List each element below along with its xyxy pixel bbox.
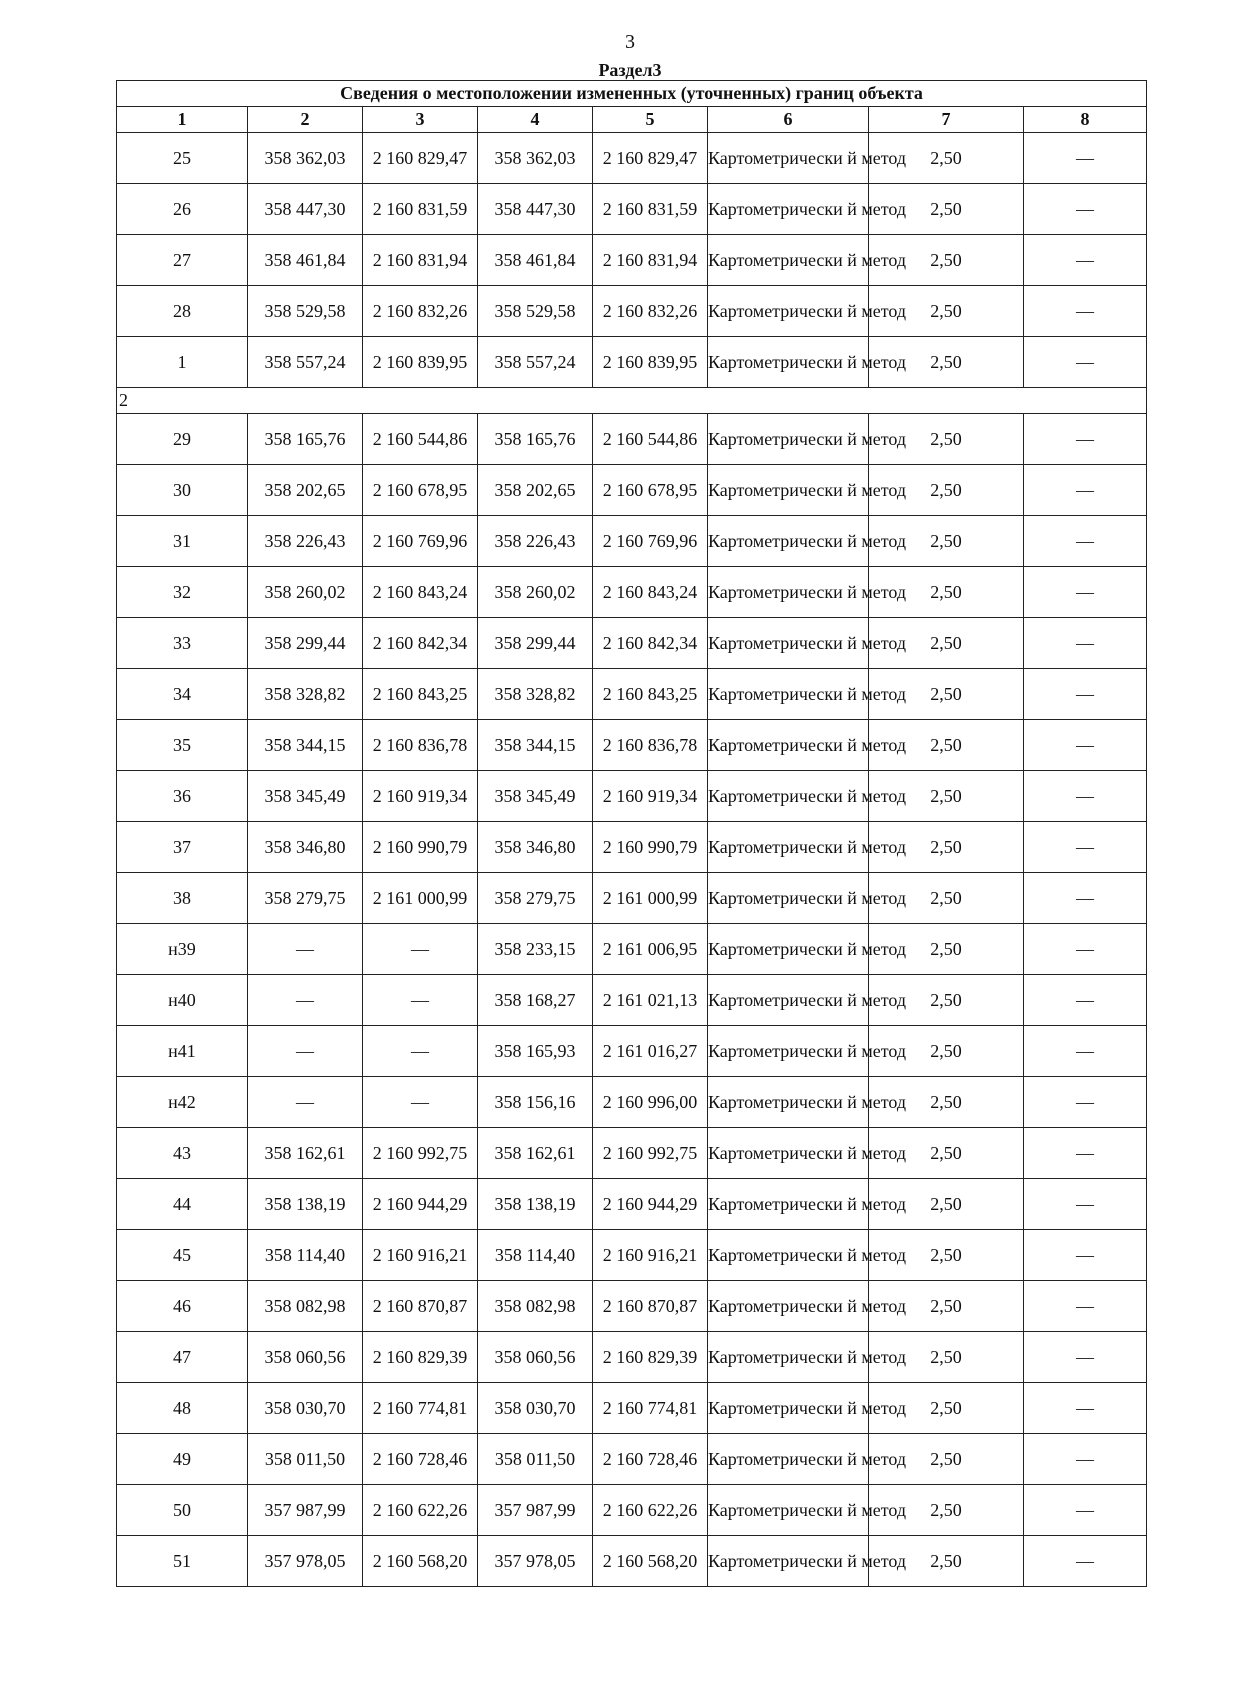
cell-point-number: 32 [117,567,248,618]
cell-old-x: 358 060,56 [248,1332,363,1383]
cell-point-number: 37 [117,822,248,873]
cell-new-x: 358 362,03 [478,133,593,184]
page-number: 3 [625,31,635,53]
cell-accuracy: 2,50 [869,235,1024,286]
cell-new-y: 2 161 006,95 [593,924,708,975]
cell-description: — [1024,822,1147,873]
table-row [117,1536,1147,1587]
section-title: Раздел3 [598,60,662,80]
cell-new-y: 2 160 678,95 [593,465,708,516]
cell-old-x: 358 346,80 [248,822,363,873]
table-row [117,235,1147,286]
cell-new-x: 358 529,58 [478,286,593,337]
cell-new-x: 357 978,05 [478,1536,593,1587]
table-row [117,618,1147,669]
table-row [117,873,1147,924]
contour-label: 2 [117,388,1147,414]
cell-point-number: н39 [117,924,248,975]
cell-new-x: 358 162,61 [478,1128,593,1179]
table-row [117,465,1147,516]
cell-method: Картометрически й метод [708,1383,869,1434]
cell-method: Картометрически й метод [708,286,869,337]
cell-new-y: 2 160 996,00 [593,1077,708,1128]
cell-description: — [1024,669,1147,720]
cell-point-number: 27 [117,235,248,286]
cell-new-x: 358 030,70 [478,1383,593,1434]
cell-new-y: 2 160 842,34 [593,618,708,669]
cell-description: — [1024,235,1147,286]
table-row [117,567,1147,618]
cell-old-y: 2 160 839,95 [363,337,478,388]
cell-old-y: — [363,1026,478,1077]
cell-point-number: 28 [117,286,248,337]
table-row [117,669,1147,720]
cell-description: — [1024,1179,1147,1230]
cell-old-x: — [248,1026,363,1077]
cell-point-number: 46 [117,1281,248,1332]
cell-new-x: 358 082,98 [478,1281,593,1332]
cell-method: Картометрически й метод [708,1485,869,1536]
table-row [117,720,1147,771]
cell-description: — [1024,414,1147,465]
cell-new-x: 358 114,40 [478,1230,593,1281]
table-row [117,1230,1147,1281]
cell-new-y: 2 160 568,20 [593,1536,708,1587]
cell-point-number: 26 [117,184,248,235]
table-row [117,822,1147,873]
cell-accuracy: 2,50 [869,133,1024,184]
cell-accuracy: 2,50 [869,1128,1024,1179]
table-row [117,286,1147,337]
cell-point-number: 35 [117,720,248,771]
cell-old-y: 2 160 728,46 [363,1434,478,1485]
cell-accuracy: 2,50 [869,1179,1024,1230]
cell-old-y: 2 160 831,94 [363,235,478,286]
cell-method: Картометрически й метод [708,1077,869,1128]
cell-description: — [1024,1026,1147,1077]
table-row [117,133,1147,184]
cell-accuracy: 2,50 [869,975,1024,1026]
table-row [117,1383,1147,1434]
cell-method: Картометрически й метод [708,516,869,567]
cell-point-number: 48 [117,1383,248,1434]
cell-new-x: 357 987,99 [478,1485,593,1536]
cell-new-x: 358 260,02 [478,567,593,618]
table-row [117,1332,1147,1383]
cell-old-y: 2 160 544,86 [363,414,478,465]
cell-method: Картометрически й метод [708,1332,869,1383]
cell-method: Картометрически й метод [708,975,869,1026]
column-numbers-row [117,107,1147,133]
cell-new-y: 2 160 829,39 [593,1332,708,1383]
cell-old-x: 358 030,70 [248,1383,363,1434]
cell-new-x: 358 328,82 [478,669,593,720]
cell-old-x: 358 114,40 [248,1230,363,1281]
cell-new-x: 358 346,80 [478,822,593,873]
cell-description: — [1024,465,1147,516]
column-number: 8 [1024,107,1147,133]
cell-accuracy: 2,50 [869,414,1024,465]
cell-accuracy: 2,50 [869,1434,1024,1485]
cell-new-y: 2 161 000,99 [593,873,708,924]
column-number: 2 [248,107,363,133]
cell-old-x: — [248,924,363,975]
cell-point-number: н41 [117,1026,248,1077]
cell-old-y: 2 160 919,34 [363,771,478,822]
cell-old-x: 358 202,65 [248,465,363,516]
column-number: 4 [478,107,593,133]
cell-accuracy: 2,50 [869,1383,1024,1434]
cell-new-y: 2 160 728,46 [593,1434,708,1485]
cell-accuracy: 2,50 [869,1332,1024,1383]
cell-old-x: — [248,1077,363,1128]
cell-new-x: 358 060,56 [478,1332,593,1383]
cell-old-y: 2 160 769,96 [363,516,478,567]
cell-old-y: 2 160 843,24 [363,567,478,618]
cell-old-y: 2 160 774,81 [363,1383,478,1434]
cell-method: Картометрически й метод [708,567,869,618]
cell-method: Картометрически й метод [708,235,869,286]
cell-description: — [1024,1485,1147,1536]
cell-point-number: н42 [117,1077,248,1128]
cell-accuracy: 2,50 [869,1536,1024,1587]
cell-old-x: 358 279,75 [248,873,363,924]
cell-method: Картометрически й метод [708,669,869,720]
cell-method: Картометрически й метод [708,337,869,388]
table-row [117,414,1147,465]
cell-point-number: 25 [117,133,248,184]
column-number: 3 [363,107,478,133]
cell-method: Картометрически й метод [708,465,869,516]
cell-method: Картометрически й метод [708,1536,869,1587]
cell-new-y: 2 160 831,59 [593,184,708,235]
cell-point-number: 50 [117,1485,248,1536]
cell-old-y: — [363,924,478,975]
column-number: 1 [117,107,248,133]
cell-description: — [1024,1281,1147,1332]
cell-method: Картометрически й метод [708,414,869,465]
cell-description: — [1024,1332,1147,1383]
cell-new-x: 358 279,75 [478,873,593,924]
cell-point-number: 33 [117,618,248,669]
cell-old-x: 358 362,03 [248,133,363,184]
cell-accuracy: 2,50 [869,618,1024,669]
cell-accuracy: 2,50 [869,1026,1024,1077]
cell-point-number: 30 [117,465,248,516]
cell-description: — [1024,618,1147,669]
cell-method: Картометрически й метод [708,618,869,669]
cell-point-number: 44 [117,1179,248,1230]
cell-accuracy: 2,50 [869,822,1024,873]
cell-old-x: 358 557,24 [248,337,363,388]
cell-new-x: 358 138,19 [478,1179,593,1230]
cell-new-x: 358 156,16 [478,1077,593,1128]
cell-accuracy: 2,50 [869,516,1024,567]
cell-accuracy: 2,50 [869,1281,1024,1332]
cell-accuracy: 2,50 [869,1077,1024,1128]
cell-new-x: 358 447,30 [478,184,593,235]
cell-old-x: 358 082,98 [248,1281,363,1332]
cell-old-y: 2 160 832,26 [363,286,478,337]
cell-old-x: 358 138,19 [248,1179,363,1230]
cell-new-y: 2 160 829,47 [593,133,708,184]
cell-new-y: 2 160 944,29 [593,1179,708,1230]
cell-accuracy: 2,50 [869,567,1024,618]
cell-description: — [1024,924,1147,975]
cell-new-y: 2 160 916,21 [593,1230,708,1281]
table-row [117,771,1147,822]
cell-accuracy: 2,50 [869,465,1024,516]
table-row [117,924,1147,975]
cell-new-x: 358 011,50 [478,1434,593,1485]
boundary-table [116,80,1147,1587]
cell-old-x: 358 011,50 [248,1434,363,1485]
cell-accuracy: 2,50 [869,1230,1024,1281]
cell-point-number: 51 [117,1536,248,1587]
cell-old-y: 2 160 622,26 [363,1485,478,1536]
table-row [117,1281,1147,1332]
cell-old-y: 2 160 836,78 [363,720,478,771]
cell-new-y: 2 160 990,79 [593,822,708,873]
cell-old-y: 2 160 916,21 [363,1230,478,1281]
cell-new-x: 358 557,24 [478,337,593,388]
cell-new-x: 358 165,93 [478,1026,593,1077]
cell-new-x: 358 202,65 [478,465,593,516]
table-row [117,1026,1147,1077]
cell-old-x: 358 226,43 [248,516,363,567]
table-caption: Сведения о местоположении измененных (уточненных) границ объекта [117,81,1147,107]
cell-point-number: 43 [117,1128,248,1179]
cell-description: — [1024,567,1147,618]
table-row [117,1179,1147,1230]
cell-method: Картометрически й метод [708,184,869,235]
cell-old-y: — [363,975,478,1026]
cell-description: — [1024,1536,1147,1587]
cell-new-y: 2 160 919,34 [593,771,708,822]
cell-method: Картометрически й метод [708,924,869,975]
cell-method: Картометрически й метод [708,1281,869,1332]
cell-old-x: 358 162,61 [248,1128,363,1179]
cell-point-number: 34 [117,669,248,720]
cell-new-y: 2 160 544,86 [593,414,708,465]
cell-method: Картометрически й метод [708,1179,869,1230]
cell-old-y: 2 160 990,79 [363,822,478,873]
cell-new-x: 358 165,76 [478,414,593,465]
cell-old-x: 358 260,02 [248,567,363,618]
cell-description: — [1024,1077,1147,1128]
cell-new-y: 2 160 843,24 [593,567,708,618]
cell-old-x: 358 345,49 [248,771,363,822]
cell-old-x: 358 165,76 [248,414,363,465]
cell-new-x: 358 344,15 [478,720,593,771]
cell-point-number: 38 [117,873,248,924]
cell-description: — [1024,1383,1147,1434]
cell-description: — [1024,1230,1147,1281]
cell-description: — [1024,1128,1147,1179]
cell-description: — [1024,184,1147,235]
cell-new-y: 2 160 870,87 [593,1281,708,1332]
table-body [117,133,1147,1587]
cell-old-x: — [248,975,363,1026]
cell-point-number: 1 [117,337,248,388]
cell-old-y: 2 160 678,95 [363,465,478,516]
cell-point-number: 31 [117,516,248,567]
cell-method: Картометрически й метод [708,133,869,184]
cell-old-y: 2 160 992,75 [363,1128,478,1179]
column-number: 7 [869,107,1024,133]
column-number: 5 [593,107,708,133]
cell-accuracy: 2,50 [869,184,1024,235]
cell-old-x: 357 978,05 [248,1536,363,1587]
cell-accuracy: 2,50 [869,337,1024,388]
cell-new-x: 358 233,15 [478,924,593,975]
cell-new-y: 2 161 021,13 [593,975,708,1026]
cell-description: — [1024,720,1147,771]
cell-method: Картометрически й метод [708,822,869,873]
cell-method: Картометрически й метод [708,1230,869,1281]
cell-description: — [1024,286,1147,337]
cell-new-x: 358 226,43 [478,516,593,567]
cell-method: Картометрически й метод [708,1434,869,1485]
cell-point-number: 49 [117,1434,248,1485]
cell-accuracy: 2,50 [869,1485,1024,1536]
cell-new-y: 2 160 831,94 [593,235,708,286]
cell-new-y: 2 160 992,75 [593,1128,708,1179]
table-row [117,975,1147,1026]
cell-new-y: 2 160 839,95 [593,337,708,388]
contour-group-row [117,388,1147,414]
cell-new-y: 2 160 832,26 [593,286,708,337]
cell-new-y: 2 160 769,96 [593,516,708,567]
cell-old-y: 2 161 000,99 [363,873,478,924]
cell-old-y: 2 160 944,29 [363,1179,478,1230]
cell-old-y: 2 160 829,47 [363,133,478,184]
cell-description: — [1024,516,1147,567]
cell-old-y: 2 160 829,39 [363,1332,478,1383]
cell-method: Картометрически й метод [708,771,869,822]
cell-new-x: 358 461,84 [478,235,593,286]
cell-accuracy: 2,50 [869,873,1024,924]
table-row [117,1434,1147,1485]
cell-new-y: 2 160 836,78 [593,720,708,771]
cell-old-x: 358 461,84 [248,235,363,286]
cell-point-number: 45 [117,1230,248,1281]
cell-new-y: 2 160 843,25 [593,669,708,720]
cell-new-y: 2 160 774,81 [593,1383,708,1434]
cell-old-y: — [363,1077,478,1128]
cell-accuracy: 2,50 [869,669,1024,720]
cell-description: — [1024,873,1147,924]
cell-old-y: 2 160 568,20 [363,1536,478,1587]
cell-point-number: 47 [117,1332,248,1383]
table-caption-row [117,81,1147,107]
table-row [117,337,1147,388]
cell-description: — [1024,337,1147,388]
cell-accuracy: 2,50 [869,924,1024,975]
cell-point-number: 36 [117,771,248,822]
cell-old-y: 2 160 831,59 [363,184,478,235]
cell-old-x: 358 344,15 [248,720,363,771]
cell-accuracy: 2,50 [869,720,1024,771]
cell-point-number: н40 [117,975,248,1026]
cell-old-x: 358 299,44 [248,618,363,669]
table-row [117,184,1147,235]
cell-method: Картометрически й метод [708,873,869,924]
cell-accuracy: 2,50 [869,286,1024,337]
cell-new-x: 358 345,49 [478,771,593,822]
cell-old-x: 358 447,30 [248,184,363,235]
cell-old-y: 2 160 843,25 [363,669,478,720]
cell-new-x: 358 168,27 [478,975,593,1026]
cell-old-x: 358 529,58 [248,286,363,337]
cell-method: Картометрически й метод [708,1026,869,1077]
cell-description: — [1024,133,1147,184]
table-row [117,1128,1147,1179]
cell-description: — [1024,975,1147,1026]
cell-point-number: 29 [117,414,248,465]
cell-new-y: 2 160 622,26 [593,1485,708,1536]
cell-method: Картометрически й метод [708,1128,869,1179]
cell-old-x: 358 328,82 [248,669,363,720]
cell-new-y: 2 161 016,27 [593,1026,708,1077]
cell-accuracy: 2,50 [869,771,1024,822]
table-row [117,516,1147,567]
table-row [117,1077,1147,1128]
column-number: 6 [708,107,869,133]
cell-description: — [1024,771,1147,822]
cell-old-y: 2 160 870,87 [363,1281,478,1332]
table-row [117,1485,1147,1536]
cell-new-x: 358 299,44 [478,618,593,669]
cell-description: — [1024,1434,1147,1485]
cell-method: Картометрически й метод [708,720,869,771]
cell-old-y: 2 160 842,34 [363,618,478,669]
cell-old-x: 357 987,99 [248,1485,363,1536]
